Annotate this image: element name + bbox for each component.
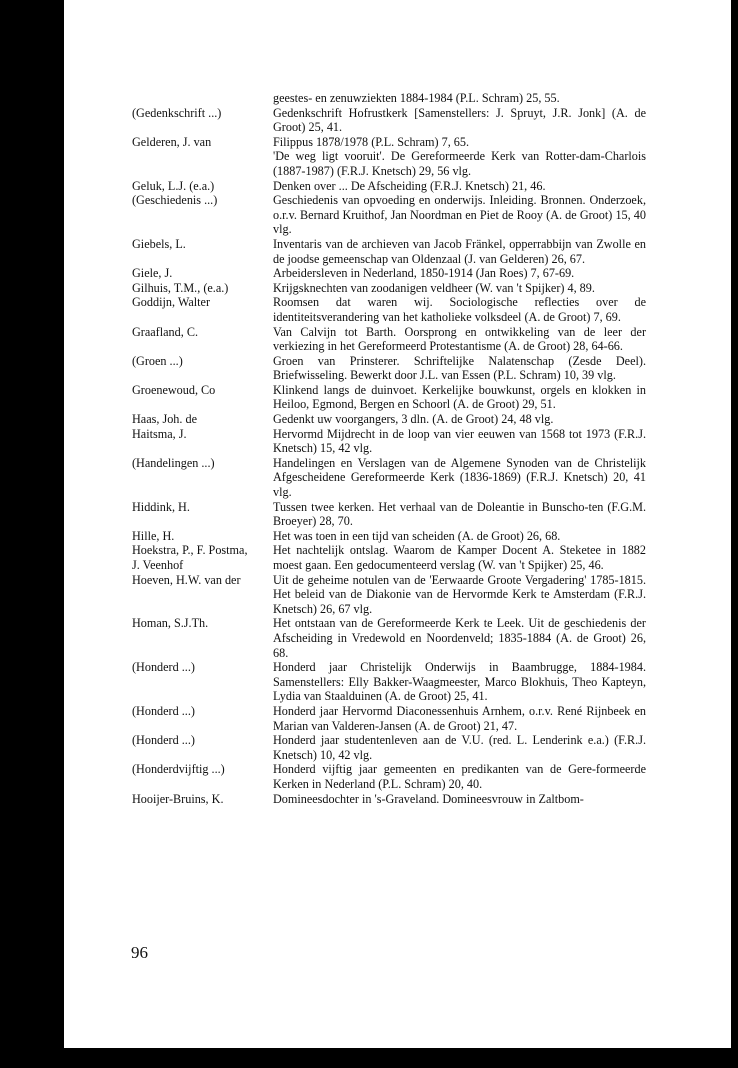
entry-author: Gilhuis, T.M., (e.a.) [132, 280, 229, 295]
entry-author: (Honderd ...) [132, 703, 195, 718]
entry-author: Giebels, L. [132, 236, 186, 251]
entry-author: Hooijer-Bruins, K. [132, 791, 224, 806]
entry-author: Geluk, L.J. (e.a.) [132, 178, 215, 193]
bibliography-entry [132, 733, 652, 762]
bibliography-entry [132, 660, 652, 704]
entry-text: Honderd jaar studentenleven aan de V.U. (red. L. Lenderink e.a.) (F.R.J. Knetsch) 10, 42 vlg. [273, 733, 646, 762]
page-number: 96 [131, 943, 148, 962]
bibliography-entry [132, 325, 652, 354]
entry-author: Hoekstra, P., F. Postma, J. Veenhof [132, 543, 248, 572]
entry-author: (Handelingen ...) [132, 455, 215, 470]
entry-text: Het ontstaan van de Gereformeerde Kerk te Leek. Uit de geschiedenis der Afscheiding in Vredewold en Noordenveld; 1835-1884 (A. de Groot) 26, 68. [273, 616, 646, 660]
entry-author: Giele, J. [132, 266, 173, 281]
entry-author: (Honderd ...) [132, 733, 195, 748]
entry-text: Honderd jaar Christelijk Onderwijs in Baambrugge, 1884-1984. Samenstellers: Elly Bakker-Waagmeester, Marco Blokhuis, Theo Kapteyn, Lydia van Staalduinen (A. de Groot) 25, 41. [273, 660, 646, 704]
entry-author: Hoeven, H.W. van der [132, 572, 241, 587]
bibliography-entry [132, 295, 652, 324]
entry-text: Tussen twee kerken. Het verhaal van de Doleantie in Bunscho-ten (F.G.M. Broeyer) 28, 70. [273, 499, 646, 529]
bibliography-entry [132, 412, 652, 427]
entry-author: Gelderen, J. van [132, 134, 212, 149]
bibliography-entry [132, 427, 652, 456]
entry-author: Haitsma, J. [132, 426, 187, 441]
scan-border-left [0, 0, 64, 1068]
bibliography-entry [132, 383, 652, 412]
bibliography-entry [132, 281, 652, 296]
entry-text: Gedenkschrift Hofrustkerk [Samenstellers: J. Spruyt, J.R. Jonk] (A. de Groot) 25, 41. [273, 105, 646, 135]
entry-text: Geschiedenis van opvoeding en onderwijs. Inleiding. Bronnen. Onderzoek, o.r.v. Bernard Kruithof, Jan Noordman en Piet de Rooy (A. de Groot) 15, 40 vlg. [273, 193, 646, 237]
entry-text: Het nachtelijk ontslag. Waarom de Kamper Docent A. Steketee in 1882 moest gaan. Een gedocumenteerd verslag (W. van 't Spijker) 25, 46. [273, 543, 646, 572]
entry-text: Roomsen dat waren wij. Sociologische reflecties over de identiteitsverandering van het katholieke volksdeel (A. de Groot) 7, 69. [273, 295, 646, 324]
bibliography-entry [132, 237, 652, 266]
entry-text: Filippus 1878/1978 (P.L. Schram) 7, 65. [273, 134, 470, 149]
bibliography-list [132, 91, 652, 806]
entry-author: Goddijn, Walter [132, 295, 210, 310]
entry-text: Groen van Prinsterer. Schriftelijke Nalatenschap (Zesde Deel). Briefwisseling. Bewerkt door J.L. van Essen (P.L. Schram) 10, 39 vlg. [273, 353, 646, 383]
entry-text: Van Calvijn tot Barth. Oorsprong en ontwikkeling van de leer der verkiezing in het Gereformeerd Protestantisme (A. de Groot) 28, 64-66. [273, 324, 646, 354]
entry-text: Gedenkt uw voorgangers, 3 dln. (A. de Groot) 24, 48 vlg. [273, 412, 554, 427]
entry-author: Haas, Joh. de [132, 412, 197, 427]
entry-text: Inventaris van de archieven van Jacob Fränkel, opperrabbijn van Zwolle en de joodse gemeenschap van Oldenzaal (J. van Gelderen) 26, 67. [273, 236, 646, 266]
bibliography-entry [132, 266, 652, 281]
bibliography-entry [132, 762, 652, 791]
entry-text: Uit de geheime notulen van de 'Eerwaarde Groote Vergadering' 1785-1815. Het beleid van de Diakonie van de Hervormde Kerk te Amsterdam (F.R.J. Knetsch) 26, 67 vlg. [273, 572, 646, 616]
scan-border-bottom [0, 1048, 738, 1068]
entry-text: Arbeidersleven in Nederland, 1850-1914 (Jan Roes) 7, 67-69. [273, 266, 575, 281]
bibliography-entry [132, 573, 652, 617]
entry-author: (Groen ...) [132, 353, 183, 368]
entry-author: (Honderdvijftig ...) [132, 762, 225, 777]
bibliography-entry [132, 704, 652, 733]
entry-author: (Gedenkschrift ...) [132, 105, 222, 120]
bibliography-entry [132, 616, 652, 660]
bibliography-entry [132, 456, 652, 500]
entry-text: 'De weg ligt vooruit'. De Gereformeerde Kerk van Rotter-dam-Charlois (1887-1987) (F.R.J. Knetsch) 29, 56 vlg. [273, 149, 646, 178]
bibliography-entry [132, 543, 652, 572]
entry-author: Homan, S.J.Th. [132, 616, 209, 631]
entry-text: Krijgsknechten van zoodanigen veldheer (W. van 't Spijker) 4, 89. [273, 280, 595, 295]
bibliography-entry [132, 354, 652, 383]
bibliography-entry [132, 792, 652, 807]
bibliography-entry [132, 106, 652, 135]
entry-author: Hille, H. [132, 528, 175, 543]
entry-text: Domineesdochter in 's-Graveland. Domineesvrouw in Zaltbom- [273, 791, 584, 806]
entry-author: Graafland, C. [132, 324, 198, 339]
entry-text: geestes- en zenuwziekten 1884-1984 (P.L. Schram) 25, 55. [273, 91, 560, 105]
bibliography-entry [132, 529, 652, 544]
entry-text: Het was toen in een tijd van scheiden (A. de Groot) 26, 68. [273, 528, 561, 543]
entry-text: Klinkend langs de duinvoet. Kerkelijke bouwkunst, orgels en klokken in Heiloo, Egmond, Bergen en Schoorl (A. de Groot) 29, 51. [273, 382, 646, 412]
entry-text: Honderd jaar Hervormd Diaconessenhuis Arnhem, o.r.v. René Rijnbeek en Marian van Valderen-Jansen (A. de Groot) 21, 47. [273, 703, 646, 733]
bibliography-entry [132, 500, 652, 529]
bibliography-entry [132, 193, 652, 237]
bibliography-entry [132, 179, 652, 194]
entry-author: Hiddink, H. [132, 499, 190, 514]
entry-author: Groenewoud, Co [132, 382, 216, 397]
scan-border-right [731, 0, 738, 1068]
bibliography-entry [132, 149, 652, 178]
entry-author: (Geschiedenis ...) [132, 193, 218, 208]
bibliography-entry [132, 135, 652, 150]
bibliography-entry [132, 91, 652, 106]
entry-author: (Honderd ...) [132, 660, 195, 675]
entry-text: Handelingen en Verslagen van de Algemene Synoden van de Christelijk Afgescheidene Gereformeerde Kerk (1836-1869) (F.R.J. Knetsch) 20, 41 vlg. [273, 455, 646, 500]
entry-text: Denken over ... De Afscheiding (F.R.J. Knetsch) 21, 46. [273, 178, 546, 193]
entry-text: Hervormd Mijdrecht in de loop van vier eeuwen van 1568 tot 1973 (F.R.J. Knetsch) 15, 42 vlg. [273, 426, 646, 456]
entry-text: Honderd vijftig jaar gemeenten en predikanten van de Gere-formeerde Kerken in Nederland (P.L. Schram) 20, 40. [273, 762, 646, 791]
